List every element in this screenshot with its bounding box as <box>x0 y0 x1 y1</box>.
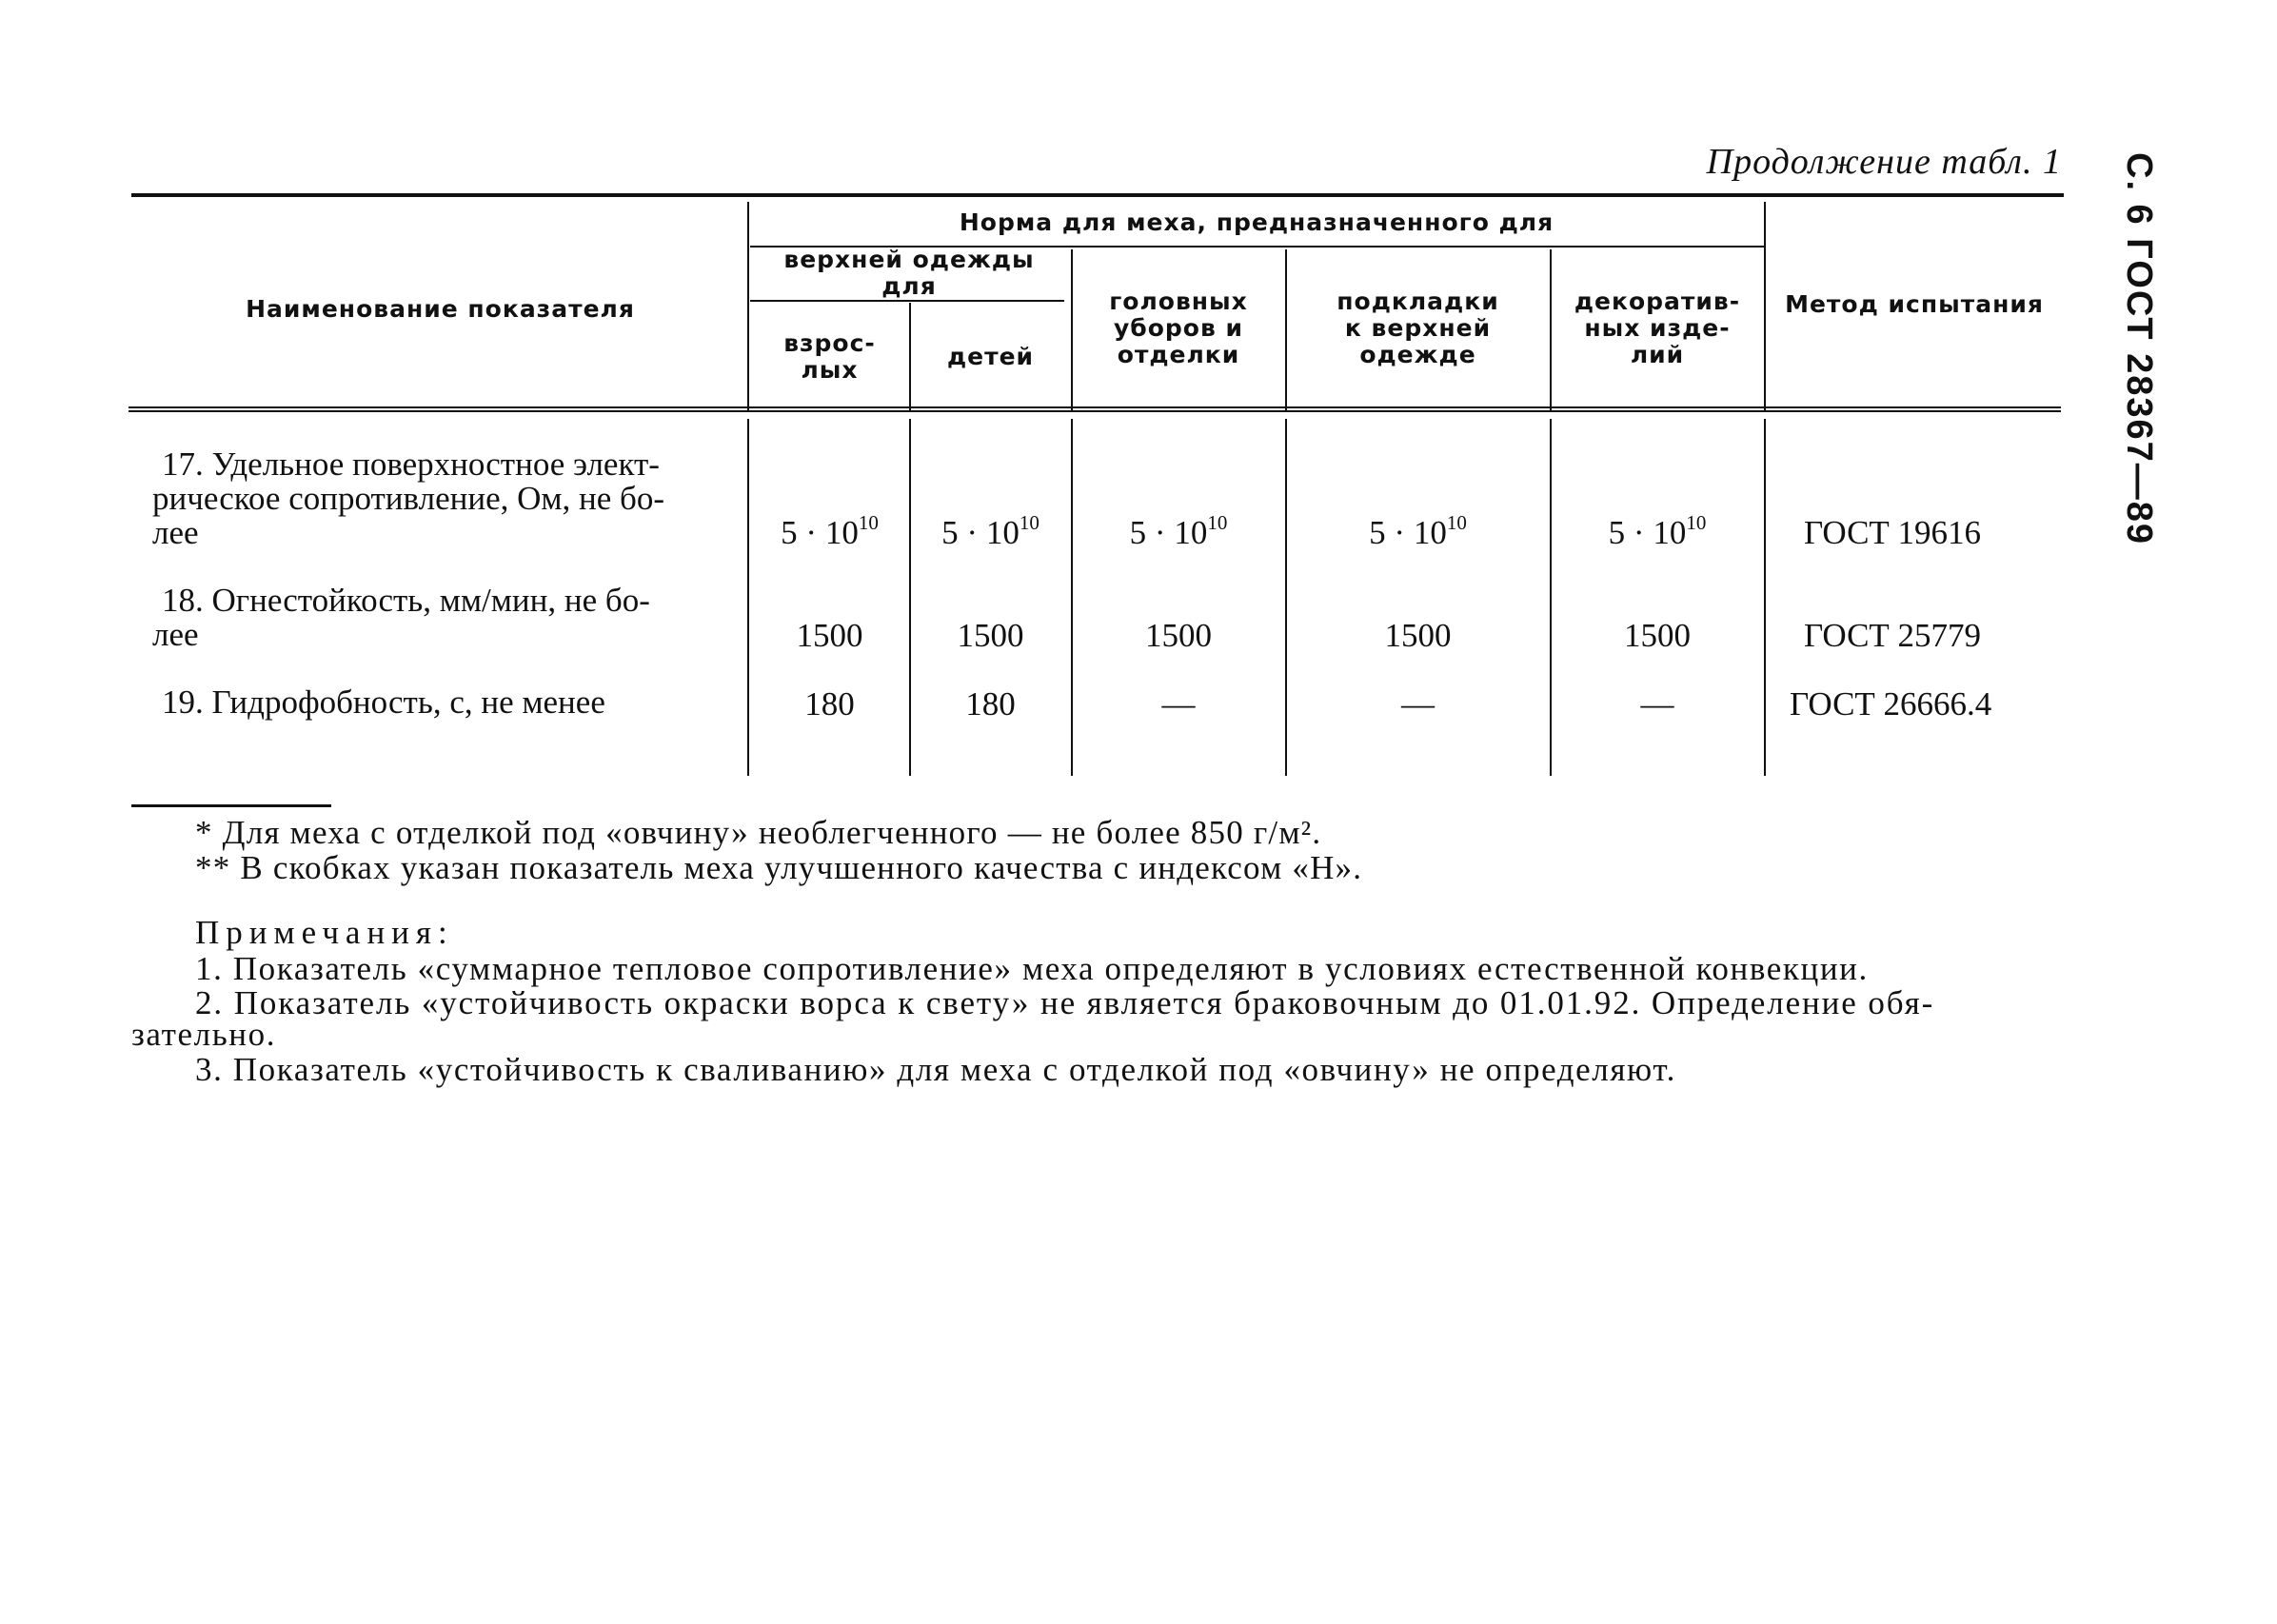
col-divider-name-body <box>747 419 749 776</box>
header-name: Наименование показателя <box>246 294 635 323</box>
row-17-method: ГОСТ 19616 <box>1804 514 1982 551</box>
note-2: 2. Показатель «устойчивость окраски ворса к свету» не является браковочным до 01.01.92. Определение обя- <box>195 984 1935 1021</box>
header-hats: головных уборов и отделки <box>1109 287 1248 368</box>
row-18-hats: 1500 <box>1145 617 1212 654</box>
table-top-rule <box>131 193 2064 197</box>
row-17-name: 17. Удельное поверхностное элект- рическое сопротивление, Ом, не бо- лее <box>152 446 665 551</box>
row-19-decor: — <box>1640 685 1674 723</box>
note-2-continuation: зательно. <box>131 1016 277 1053</box>
side-running-header: С. 6 ГОСТ 28367—89 <box>2119 152 2159 546</box>
col-divider-lining-body <box>1550 419 1552 776</box>
col-divider-lining <box>1550 249 1552 411</box>
header-decor: декоратив- ных изде- лий <box>1574 287 1741 368</box>
row-18-lining: 1500 <box>1384 617 1452 654</box>
row-19-method: ГОСТ 26666.4 <box>1790 685 1992 723</box>
header-method: Метод испытания <box>1785 289 2044 318</box>
row-18-adults: 1500 <box>796 617 863 654</box>
col-divider-adults-body <box>909 419 911 776</box>
note-1: 1. Показатель «суммарное тепловое сопротивление» меха определяют в условиях естественной конвекции. <box>195 950 1869 987</box>
footnote-1: * Для меха с отделкой под «овчину» необлегченного — не более 850 г/м². <box>195 814 1322 851</box>
table-caption: Продолжение табл. 1 <box>1706 142 2062 182</box>
col-divider-name <box>747 202 749 411</box>
header-children: детей <box>946 342 1035 370</box>
header-bottom-rule <box>129 406 2061 416</box>
header-lining: подкладки к верхней одежде <box>1336 287 1499 368</box>
col-divider-decor <box>1764 202 1766 411</box>
col-divider-children-body <box>1071 419 1073 776</box>
row-19-hats: — <box>1161 685 1196 723</box>
row-17-decor: $5 \cdot 10^{10}$ <box>1608 511 1707 551</box>
row-17-lining: $5 \cdot 10^{10}$ <box>1369 511 1467 551</box>
outer-group-rule <box>750 300 1064 302</box>
col-divider-hats <box>1285 249 1287 411</box>
notes-title: Примечания: <box>195 914 454 951</box>
row-19-children: 180 <box>965 685 1016 723</box>
footnote-2: ** В скобках указан показатель меха улучшенного качества с индексом «Н». <box>195 849 1363 886</box>
row-19-adults: 180 <box>804 685 855 723</box>
header-norm-group: Норма для меха, предназначенного для <box>959 208 1554 236</box>
row-19-lining: — <box>1401 685 1435 723</box>
row-18-method: ГОСТ 25779 <box>1804 617 1982 654</box>
header-outer-group: верхней одежды для <box>783 246 1035 300</box>
row-19-name: 19. Гидрофобность, с, не менее <box>162 683 605 721</box>
row-17-hats: $5 \cdot 10^{10}$ <box>1129 511 1228 551</box>
note-3: 3. Показатель «устойчивость к сваливанию» для меха с отделкой под «овчину» не определяют. <box>195 1051 1676 1088</box>
footnote-rule <box>131 804 331 807</box>
row-18-children: 1500 <box>957 617 1024 654</box>
header-adults: взрос- лых <box>783 328 876 384</box>
row-17-children: $5 \cdot 10^{10}$ <box>941 511 1040 551</box>
row-18-decor: 1500 <box>1624 617 1691 654</box>
col-divider-adults <box>909 303 911 412</box>
col-divider-children <box>1071 249 1073 411</box>
col-divider-decor-body <box>1764 419 1766 776</box>
row-17-adults: $5 \cdot 10^{10}$ <box>781 511 879 551</box>
row-18-name: 18. Огнестойкость, мм/мин, не бо- лее <box>152 582 650 653</box>
col-divider-hats-body <box>1285 419 1287 776</box>
